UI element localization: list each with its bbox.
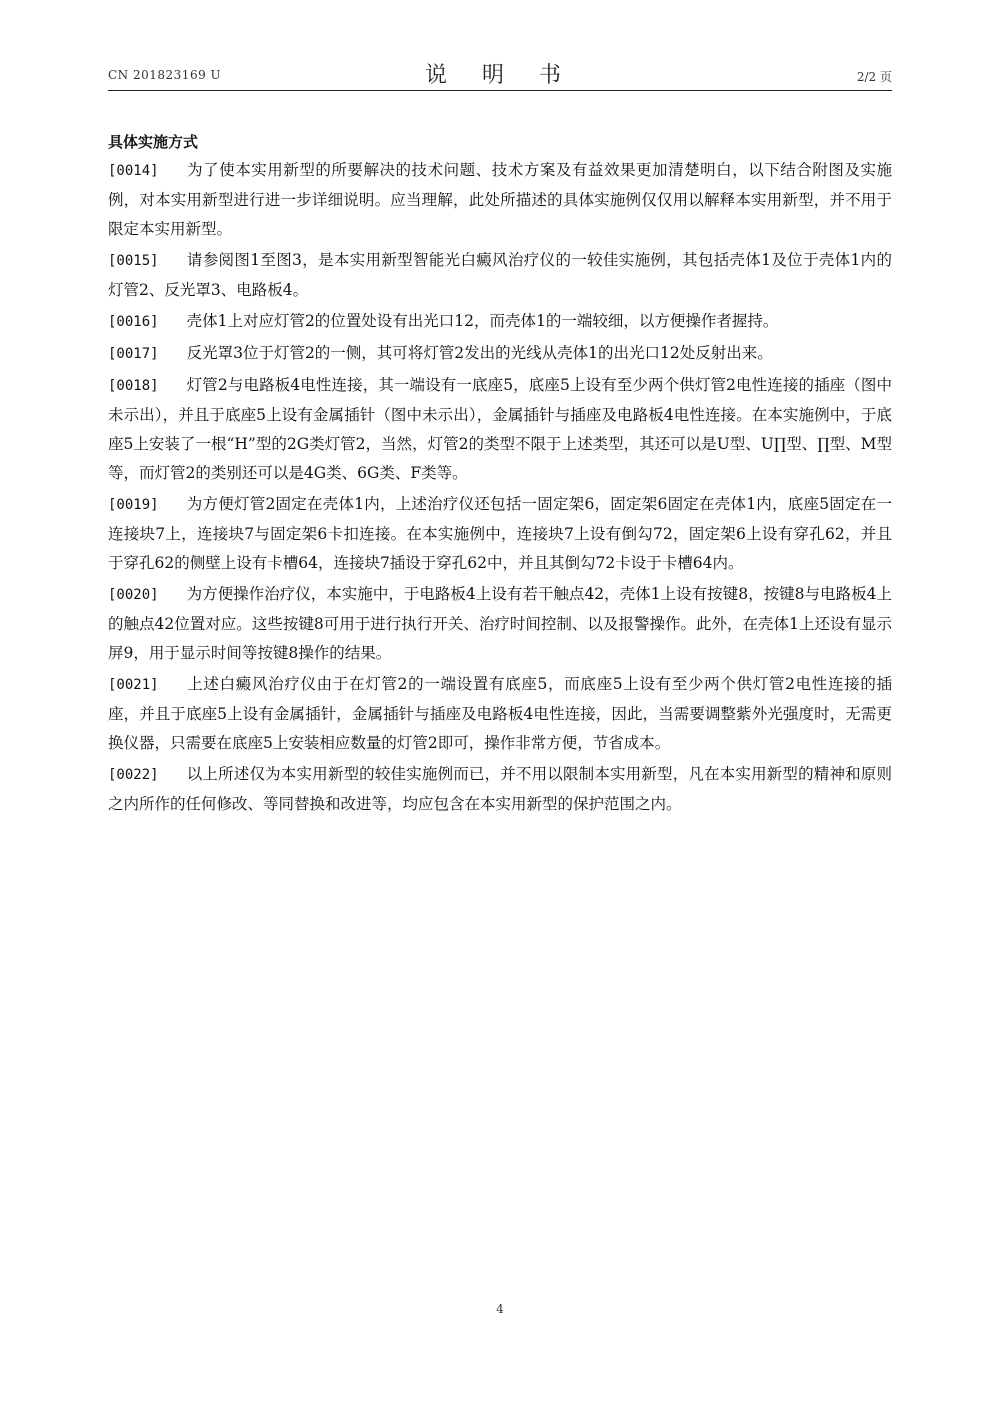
paragraph-0019 (108, 490, 892, 578)
page-number: 4 (496, 1302, 504, 1316)
paragraph-number: [0017] (108, 346, 159, 362)
paragraph-0021 (108, 670, 892, 758)
paragraph-text: 壳体1上对应灯管2的位置处设有出光口12，而壳体1的一端较细，以方便操作者握持。 (186, 312, 779, 330)
page-header (108, 58, 892, 88)
paragraph-0017 (108, 339, 892, 369)
section-title: 具体实施方式 (108, 133, 199, 151)
paragraph-0020 (108, 580, 892, 668)
page-info: 2/2 页 (856, 70, 892, 84)
paragraph-number: [0015] (108, 253, 159, 269)
paragraph-number: [0014] (108, 163, 159, 179)
document-number: CN 201823169 U (108, 68, 222, 82)
paragraph-text: 为方便操作治疗仪，本实施中，于电路板4上设有若干触点42，壳体1上设有按键8，按键8与电路板4上的触点42位置对应。这些按键8可用于进行执行开关、治疗时间控制、以及报警操作。此外，在壳体1上还设有显示屏9，用于显示时间等按键8操作的结果。 (108, 585, 892, 662)
paragraph-text: 为方便灯管2固定在壳体1内，上述治疗仪还包括一固定架6，固定架6固定在壳体1内，底座5固定在一连接块7上，连接块7与固定架6卡扣连接。在本实施例中，连接块7上设有倒勾72，固定架6上设有穿孔62，并且于穿孔62的侧壁上设有卡槽64，连接块7插设于穿孔62中，并且其倒勾72卡设于卡槽64内。 (108, 495, 892, 572)
paragraph-text: 以上所述仅为本实用新型的较佳实施例而已，并不用以限制本实用新型，凡在本实用新型的精神和原则之内所作的任何修改、等同替换和改进等，均应包含在本实用新型的保护范围之内。 (108, 765, 892, 813)
paragraph-text: 上述白癜风治疗仪由于在灯管2的一端设置有底座5，而底座5上设有至少两个供灯管2电性连接的插座，并且于底座5上设有金属插针，金属插针与插座及电路板4电性连接，因此，当需要调整紫外光强度时，无需更换仪器，只需要在底座5上安装相应数量的灯管2即可，操作非常方便，节省成本。 (108, 675, 892, 752)
paragraph-0018 (108, 371, 892, 488)
paragraph-text: 灯管2与电路板4电性连接，其一端设有一底座5，底座5上设有至少两个供灯管2电性连接的插座（图中未示出），并且于底座5上设有金属插针（图中未示出），金属插针与插座及电路板4电性连接。在本实施例中，于底座5上安装了一根“H”型的2G类灯管2，当然，灯管2的类型不限于上述类型，其还可以是U型、U∏型、∏型、M型等，而灯管2的类别还可以是4G类、6G类、F类等。 (108, 376, 892, 482)
document-body (108, 130, 892, 821)
paragraph-text: 为了使本实用新型的所要解决的技术问题、技术方案及有益效果更加清楚明白，以下结合附图及实施例，对本实用新型进行进一步详细说明。应当理解，此处所描述的具体实施例仅仅用以解释本实用新型，并不用于限定本实用新型。 (108, 161, 892, 238)
paragraph-number: [0020] (108, 587, 159, 603)
paragraph-0014 (108, 156, 892, 244)
paragraph-0016 (108, 307, 892, 337)
paragraph-text: 请参阅图1至图3，是本实用新型智能光白癜风治疗仪的一较佳实施例，其包括壳体1及位于壳体1内的灯管2、反光罩3、电路板4。 (108, 251, 892, 299)
paragraph-number: [0016] (108, 314, 159, 330)
paragraph-0022 (108, 760, 892, 819)
paragraph-text: 反光罩3位于灯管2的一侧，其可将灯管2发出的光线从壳体1的出光口12处反射出来。 (186, 344, 773, 362)
paragraph-number: [0021] (108, 677, 159, 693)
paragraph-number: [0018] (108, 378, 159, 394)
header-divider (108, 90, 892, 91)
paragraph-number: [0019] (108, 497, 159, 513)
document-title: 说 明 书 (425, 63, 575, 88)
paragraph-0015 (108, 246, 892, 305)
paragraph-number: [0022] (108, 767, 159, 783)
